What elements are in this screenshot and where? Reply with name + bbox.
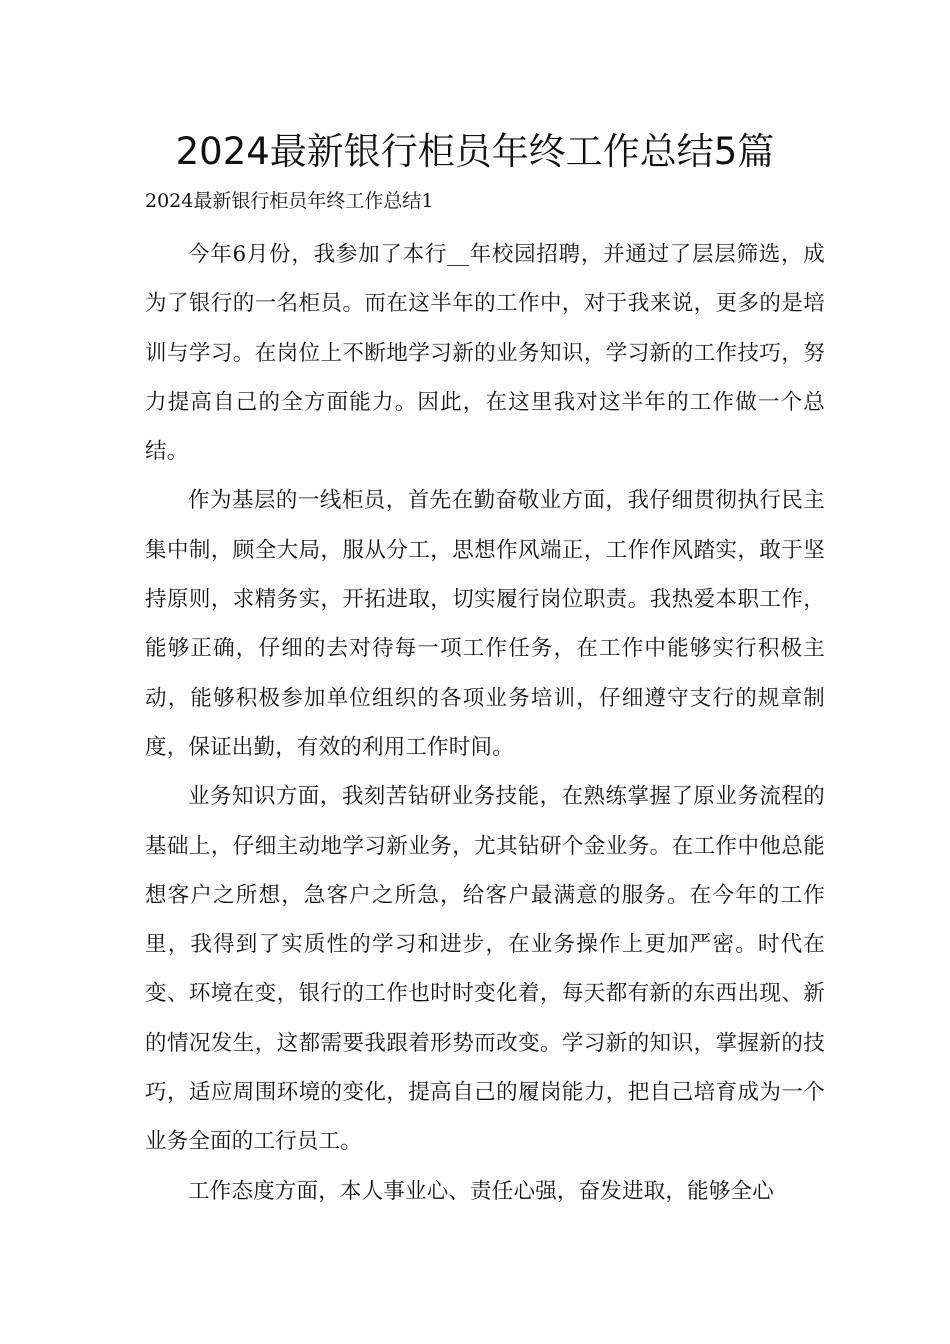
document-title: 2024最新银行柜员年终工作总结5篇 (175, 130, 775, 173)
document-body (145, 230, 825, 1216)
paragraph: 业务知识方面，我刻苦钻研业务技能，在熟练掌握了原业务流程的基础上，仔细主动地学习新业务，尤其钻研个金业务。在工作中他总能想客户之所想，急客户之所急，给客户最满意的服务。在今年的工作里，我得到了实质性的学习和进步，在业务操作上更加严密。时代在变、环境在变，银行的工作也时时变化着，每天都有新的东西出现、新的情况发生，这都需要我跟着形势而改变。学习新的知识，掌握新的技巧，适应周围环境的变化，提高自己的履岗能力，把自己培育成为一个业务全面的工行员工。 (145, 784, 825, 1155)
paragraph: 今年6月份，我参加了本行__年校园招聘，并通过了层层筛选，成为了银行的一名柜员。而在这半年的工作中，对于我来说，更多的是培训与学习。在岗位上不断地学习新的业务知识，学习新的工作技巧，努力提高自己的全方面能力。因此，在这里我对这半年的工作做一个总结。 (145, 242, 825, 465)
section-heading: 2024最新银行柜员年终工作总结1 (145, 190, 434, 212)
paragraph: 作为基层的一线柜员，首先在勤奋敬业方面，我仔细贯彻执行民主集中制，顾全大局，服从分工，思想作风端正，工作作风踏实，敢于坚持原则，求精务实，开拓进取，切实履行岗位职责。我热爱本职工作，能够正确，仔细的去对待每一项工作任务，在工作中能够实行积极主动，能够积极参加单位组织的各项业务培训，仔细遵守支行的规章制度，保证出勤，有效的利用工作时间。 (145, 488, 825, 760)
paragraph: 工作态度方面，本人事业心、责任心强，奋发进取，能够全心 (188, 1178, 774, 1204)
